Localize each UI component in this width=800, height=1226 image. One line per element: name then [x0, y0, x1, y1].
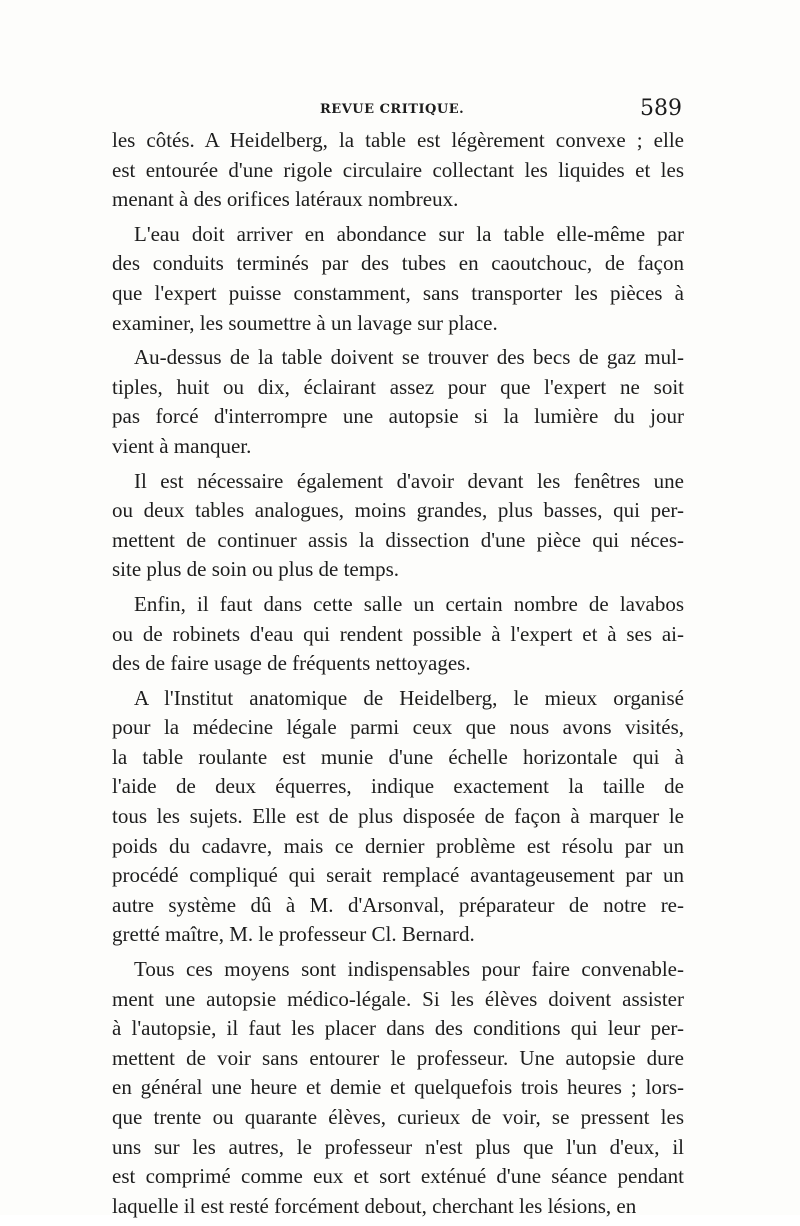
text-line: procédé compliqué qui serait remplacé avantageusement par un [112, 863, 684, 888]
text-line: tiples, huit ou dix, éclairant assez pour que l'expert ne soit [112, 374, 684, 399]
text-line: A l'Institut anatomique de Heidelberg, le mieux organisé [134, 685, 684, 710]
text-line: mettent de voir sans entourer le professeur. Une autopsie dure [112, 1045, 684, 1070]
text-line: menant à des orifices latéraux nombreux. [112, 187, 459, 212]
text-line: l'aide de deux équerres, indique exactement la taille de [112, 774, 684, 799]
text-line: pas forcé d'interrompre une autopsie si la lumière du jour [112, 404, 684, 429]
text-line: des conduits terminés par des tubes en caoutchouc, de façon [112, 251, 684, 276]
text-line: que trente ou quarante élèves, curieux de voir, se pressent les [112, 1105, 684, 1129]
text-line: mettent de continuer assis la dissection d'une pièce qui néces- [112, 527, 684, 552]
text-line: ou de robinets d'eau qui rendent possible à l'expert et à ses ai- [112, 621, 684, 646]
text-line: Il est nécessaire également d'avoir devant les fenêtres une [134, 468, 684, 493]
text-line: ou deux tables analogues, moins grandes, plus basses, qui per- [112, 498, 684, 523]
text-line: ment une autopsie médico-légale. Si les élèves doivent assister [112, 986, 684, 1011]
page-number: 589 [640, 96, 682, 121]
running-head [110, 96, 682, 122]
text-line: tous les sujets. Elle est de plus disposée de façon à marquer le [112, 804, 684, 829]
paragraph [112, 126, 684, 215]
text-line: les côtés. A Heidelberg, la table est légèrement convexe ; elle [112, 128, 684, 152]
text-line: site plus de soin ou plus de temps. [112, 557, 399, 582]
text-line: uns sur les autres, le professeur n'est plus que l'un d'eux, il [112, 1134, 684, 1159]
text-line: que l'expert puisse constamment, sans transporter les pièces à [112, 280, 684, 305]
text-line: vient à manquer. [112, 433, 252, 458]
text-line: gretté maître, M. le professeur Cl. Bernard. [112, 922, 475, 947]
text-line: poids du cadavre, mais ce dernier problème est résolu par un [112, 833, 684, 858]
text-line: Au-dessus de la table doivent se trouver des becs de gaz mul- [134, 345, 684, 370]
text-line: laquelle il est resté forcément debout, cherchant les lésions, en [112, 1193, 637, 1218]
text-line: en général une heure et demie et quelquefois trois heures ; lors- [112, 1075, 684, 1100]
paragraph [112, 467, 684, 585]
text-line: la table roulante est munie d'une échelle horizontale qui à [112, 744, 684, 769]
text-line: Enfin, il faut dans cette salle un certain nombre de lavabos [134, 591, 684, 616]
paragraph [112, 343, 684, 461]
text-line: pour la médecine légale parmi ceux que nous avons visités, [112, 715, 684, 740]
text-line: est comprimé comme eux et sort exténué d'une séance pendant [112, 1164, 684, 1189]
text-line: des de faire usage de fréquents nettoyages. [112, 651, 471, 676]
text-line: Tous ces moyens sont indispensables pour faire convenable- [134, 957, 684, 982]
text-line: à l'autopsie, il faut les placer dans des conditions qui leur per- [112, 1016, 684, 1041]
paragraph [112, 684, 684, 950]
text-line: L'eau doit arriver en abondance sur la table elle-même par [134, 221, 684, 246]
paragraph [112, 955, 684, 1221]
body-text [112, 126, 684, 1226]
running-title: REVUE CRITIQUE. [320, 102, 465, 117]
paragraph [112, 590, 684, 679]
text-line: autre système dû à M. d'Arsonval, préparateur de notre re- [112, 892, 684, 917]
text-line: examiner, les soumettre à un lavage sur place. [112, 310, 498, 335]
paragraph [112, 220, 684, 338]
text-line: est entourée d'une rigole circulaire collectant les liquides et les [112, 157, 684, 182]
